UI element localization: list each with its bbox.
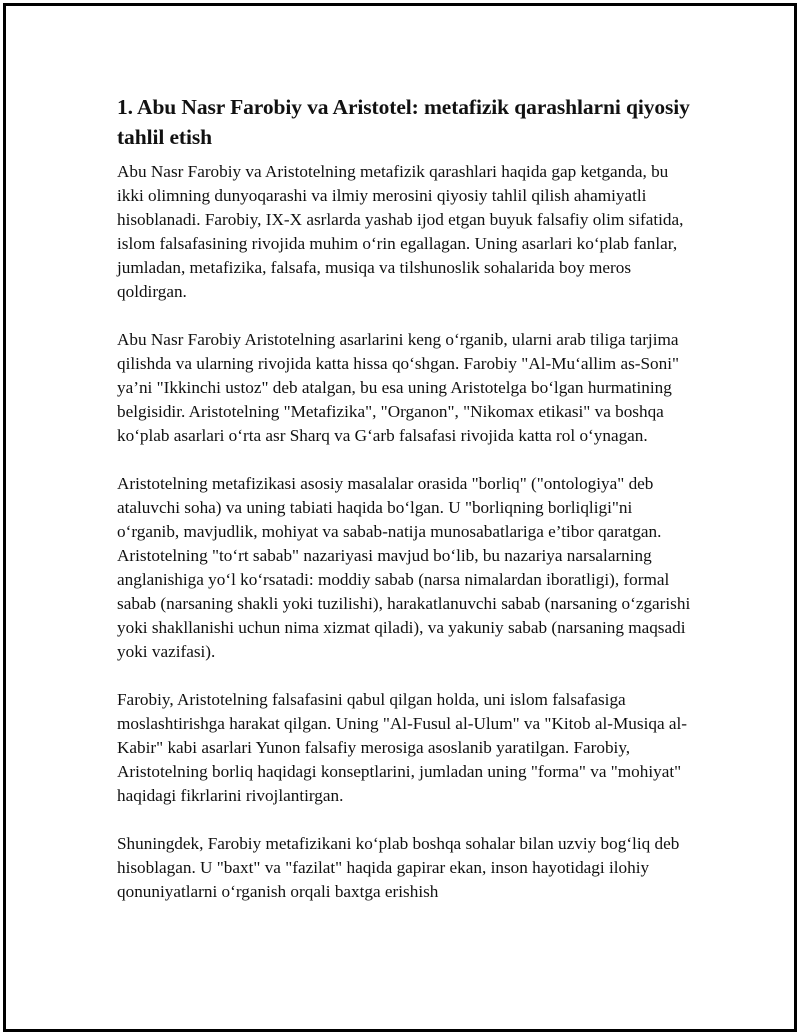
document-body xyxy=(117,92,692,928)
paragraph-4: Farobiy, Aristotelning falsafasini qabul qilgan holda, uni islom falsafasiga moslashtirishga harakat qilgan. Uning "Al-Fusul al-Ulum" va "Kitob al-Musiqa al-Kabir" kabi asarlari Yunon falsafiy merosiga asoslanib yaratilgan. Farobiy, Aristotelning borliq haqidagi konseptlarini, jumladan uning "forma" va "mohiyat" haqidagi fikrlarini rivojlantirgan. xyxy=(117,690,687,805)
paragraph-3: Aristotelning metafizikasi asosiy masalalar orasida "borliq" ("ontologiya" deb ataluvchi soha) va uning tabiati haqida bo‘lgan. U "borliqning borliqligi"ni o‘rganib, mavjudlik, mohiyat va sabab-natija munosabatlariga e’tibor qaratgan. Aristotelning "to‘rt sabab" nazariyasi mavjud bo‘lib, bu nazariya narsalarning anglanishiga yo‘l ko‘rsatadi: moddiy sabab (narsa nimalardan iboratligi), formal sabab (narsaning shakli yoki tuzilishi), harakatlanuvchi sabab (narsaning o‘zgarishi yoki shakllanishi uchun nima xizmat qiladi), va yakuniy sabab (narsaning maqsadi yoki vazifasi). xyxy=(117,474,691,661)
paragraph-2: Abu Nasr Farobiy Aristotelning asarlarini keng o‘rganib, ularni arab tiliga tarjima qilishda va ularning rivojida katta hissa qo‘shgan. Farobiy "Al-Mu‘allim as-Soni" ya’ni "Ikkinchi ustoz" deb atalgan, bu esa uning Aristotelga bo‘lgan hurmatining belgisidir. Aristotelning "Metafizika", "Organon", "Nikomax etikasi" va boshqa ko‘plab asarlari o‘rta asr Sharq va G‘arb falsafasi rivojida katta rol o‘ynagan. xyxy=(117,330,680,445)
paragraph-5: Shuningdek, Farobiy metafizikani ko‘plab boshqa sohalar bilan uzviy bog‘liq deb hisoblagan. U "baxt" va "fazilat" haqida gapirar ekan, inson hayotidagi ilohiy qonuniyatlarni o‘rganish orqali baxtga erishish xyxy=(117,834,680,901)
section-heading: 1. Abu Nasr Farobiy va Aristotel: metafizik qarashlarni qiyosiy tahlil etish xyxy=(117,95,690,149)
paragraph-1: Abu Nasr Farobiy va Aristotelning metafizik qarashlari haqida gap ketganda, bu ikki olimning dunyoqarashi va ilmiy merosini qiyosiy tahlil qilish ahamiyatli hisoblanadi. Farobiy, IX-X asrlarda yashab ijod etgan buyuk falsafiy olim sifatida, islom falsafasining rivojida muhim o‘rin egallagan. Uning asarlari ko‘plab fanlar, jumladan, metafizika, falsafa, musiqa va tilshunoslik sohalarida boy meros qoldirgan. xyxy=(117,162,684,301)
